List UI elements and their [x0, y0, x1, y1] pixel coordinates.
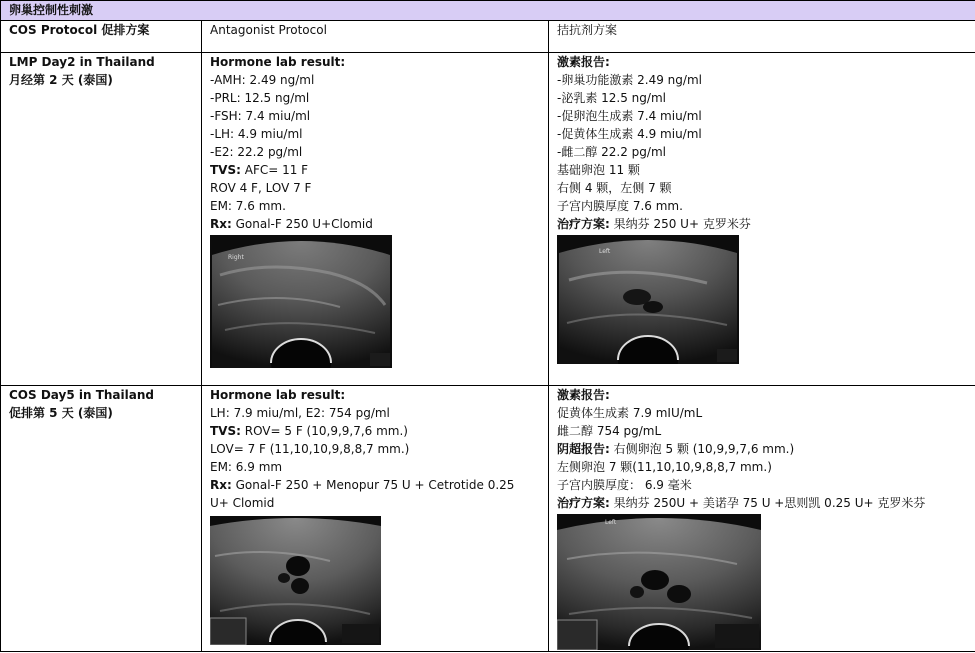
lab-lh: -促黄体生成素 4.9 miu/ml: [557, 127, 702, 141]
left-follicle-line: 左侧卵泡 7 颗(11,10,10,9,8,8,7 mm.): [557, 460, 772, 474]
em-line: 子宫内膜厚度： 6.9 毫米: [557, 478, 692, 492]
tvs-label: TVS:: [210, 163, 241, 177]
day2-en-cell: [202, 53, 549, 386]
row-label-cn: 月经第 2 天 (泰国): [9, 73, 113, 87]
day5-cn-cell: [549, 386, 975, 652]
rx-line: [210, 215, 548, 233]
afc-line: 基础卵泡 11 颗: [557, 163, 640, 177]
em-line: 子宫内膜厚度 7.6 mm.: [557, 199, 683, 213]
lab-heading: Hormone lab result:: [210, 55, 346, 69]
lab-lh: -LH: 4.9 miu/ml: [210, 127, 303, 141]
lab-heading: 激素报告:: [557, 388, 610, 402]
table-header: 卵巢控制性刺激: [1, 1, 975, 21]
protocol-cn: 拮抗剂方案: [549, 21, 975, 53]
rx-line: [557, 215, 975, 233]
ultrasound-image: [557, 235, 739, 364]
day5-en-cell: [202, 386, 549, 652]
ultrasound-label: 阴超报告:: [557, 442, 610, 456]
row-label: [1, 53, 202, 386]
image-side-label: Left: [599, 248, 611, 255]
tvs-line: [210, 161, 548, 179]
ultrasound-value: 右侧卵泡 5 颗 (10,9,9,7,6 mm.): [609, 442, 795, 456]
image-side-label: Left: [605, 519, 617, 526]
em-line: EM: 7.6 mm.: [210, 199, 286, 213]
ultrasound-image: [210, 235, 392, 368]
tvs-value: ROV= 5 F (10,9,9,7,6 mm.): [240, 424, 408, 438]
rx-label: 治疗方案:: [557, 217, 610, 231]
lab-amh: -卵巢功能激素 2.49 ng/ml: [557, 73, 702, 87]
rx-value: 果纳芬 250U + 美诺孕 75 U +思则凯 0.25 U+ 克罗米芬: [609, 496, 926, 510]
tvs-line: [210, 422, 548, 440]
ultrasound-image: [210, 516, 381, 645]
lab-heading: Hormone lab result:: [210, 388, 346, 402]
table-row: [1, 53, 975, 386]
ultrasound-image: [557, 514, 761, 650]
table-row: [1, 21, 975, 53]
row-label: [1, 386, 202, 652]
lab-e2: -雌二醇 22.2 pg/ml: [557, 145, 666, 159]
rx-label: Rx:: [210, 217, 232, 231]
rov-line: ROV 4 F, LOV 7 F: [210, 181, 312, 195]
rx-value: 果纳芬 250 U+ 克罗米芬: [609, 217, 751, 231]
em-line: EM: 6.9 mm: [210, 460, 283, 474]
lab-heading: 激素报告:: [557, 55, 610, 69]
rx-label: Rx:: [210, 478, 232, 492]
rx-label: 治疗方案:: [557, 496, 610, 510]
lab-e2: 雌二醇 754 pg/mL: [557, 424, 662, 438]
lab-fsh: -促卵泡生成素 7.4 miu/ml: [557, 109, 702, 123]
tvs-value: AFC= 11 F: [240, 163, 309, 177]
lab-fsh: -FSH: 7.4 miu/ml: [210, 109, 311, 123]
lab-prl: -泌乳素 12.5 ng/ml: [557, 91, 666, 105]
lab-e2: -E2: 22.2 pg/ml: [210, 145, 303, 159]
rx-line: [557, 494, 975, 512]
lab-prl: -PRL: 12.5 ng/ml: [210, 91, 310, 105]
ultrasound-line: [557, 440, 975, 458]
image-side-label: Right: [228, 254, 244, 261]
lov-line: LOV= 7 F (11,10,10,9,8,8,7 mm.): [210, 442, 410, 456]
rx-value: Gonal-F 250 + Menopur 75 U + Cetrotide 0.25 U+ Clomid: [210, 478, 515, 510]
protocol-en: Antagonist Protocol: [202, 21, 549, 53]
lab-lh: 促黄体生成素 7.9 mIU/mL: [557, 406, 703, 420]
rov-line: 右侧 4 颗，左侧 7 颗: [557, 181, 672, 195]
tvs-label: TVS:: [210, 424, 241, 438]
table-row: [1, 386, 975, 652]
rx-value: Gonal-F 250 U+Clomid: [231, 217, 373, 231]
row-label-en: LMP Day2 in Thailand: [9, 55, 155, 69]
row-label-cn: 促排第 5 天 (泰国): [9, 406, 113, 420]
lab-lh-e2: LH: 7.9 miu/ml, E2: 754 pg/ml: [210, 406, 390, 420]
lab-amh: -AMH: 2.49 ng/ml: [210, 73, 315, 87]
row-label-en: COS Day5 in Thailand: [9, 388, 154, 402]
row-label: COS Protocol 促排方案: [1, 21, 202, 53]
rx-line: [210, 476, 530, 512]
day2-cn-cell: [549, 53, 975, 386]
